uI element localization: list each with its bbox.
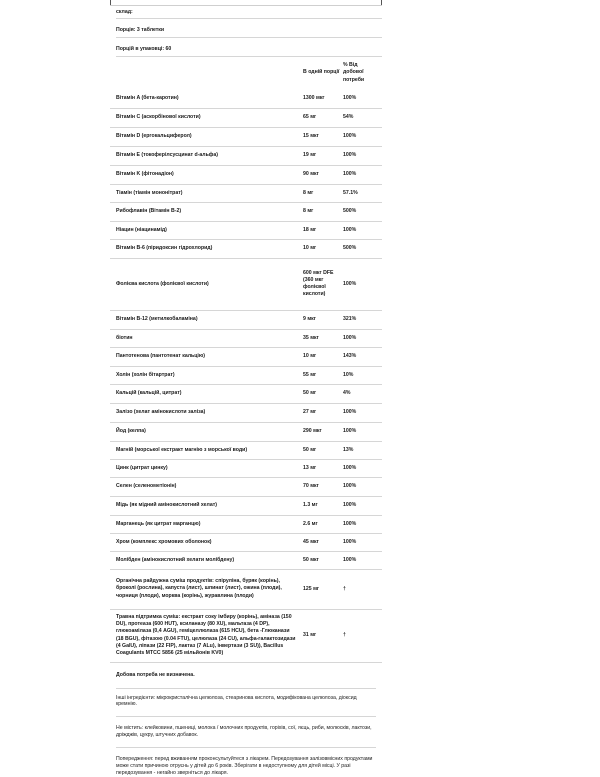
nutrient-amount: 18 мг: [303, 221, 343, 239]
table-header-row: [110, 57, 382, 89]
nutrient-amount: 15 мкг: [303, 127, 343, 146]
nutrient-amount: 8 мг: [303, 202, 343, 221]
nutrient-amount: 13 мг: [303, 459, 343, 477]
composition-label: склад:: [116, 9, 133, 15]
nutrient-name: Магній (морської екстракт магнію з морської води): [110, 441, 303, 459]
nutrient-amount: 50 мг: [303, 441, 343, 459]
nutrient-row: [110, 459, 382, 477]
nutrient-row: [110, 239, 382, 258]
nutrient-row: [110, 496, 382, 515]
allergen-free-statement: Не містить: клейковини, пшениці, молока / молочних продуктів, горіхів, сої, яєць, риби, молюсків, лактози, дріжджів, цукру, штучних добавок.: [116, 725, 372, 739]
nutrient-row: [110, 146, 382, 165]
nutrient-name: Мідь (як мідний амінокислотний хелат): [110, 496, 303, 515]
nutrient-amount: 50 мкг: [303, 551, 343, 569]
nutrient-name: Цинк (цитрат цинку): [110, 459, 303, 477]
nutrient-amount: 10 мг: [303, 347, 343, 366]
nutrient-name: Пантотенова (пантотенат кальцію): [110, 347, 303, 366]
nutrient-name: Молібден (амінокислотний хелати молібдену): [110, 551, 303, 569]
nutrient-daily-value: 100%: [343, 127, 382, 146]
nutrient-daily-value: 10%: [343, 366, 382, 384]
nutrient-row: [110, 258, 382, 310]
nutrient-daily-value: 4%: [343, 384, 382, 403]
nutrient-row: [110, 202, 382, 221]
serving-size: Порція: 3 таблетки: [116, 27, 165, 33]
nutrient-daily-value: 100%: [343, 496, 382, 515]
nutrient-name: Вітамін A (бета-каротин): [110, 89, 303, 108]
nutrient-amount: 65 мг: [303, 108, 343, 127]
nutrient-name: Органічна райдужна суміш продуктів: спіруліна, буряк (корінь), броколі (рослина), капуста (лист), шпинат (лист), ожина (плоди), чорниця (плоди), морква (корінь), журавлина (плоди): [110, 569, 303, 609]
nutrient-row: [110, 441, 382, 459]
nutrient-name: Вітамін E (токоферілсусцинат d-альфа): [110, 146, 303, 165]
amount-column-header: В одній порції: [303, 69, 340, 76]
nutrient-name: Вітамін B-12 (метилкобаламіна): [110, 310, 303, 329]
nutrient-name: Кальцій (кальцій, цитрат): [110, 384, 303, 403]
nutrient-row: [110, 422, 382, 441]
daily-value-column-header: % Від добової потреби: [343, 62, 365, 83]
nutrient-daily-value: †: [343, 609, 382, 662]
nutrient-name: Тіамін (тіамін мононітрат): [110, 184, 303, 202]
nutrient-row: [110, 609, 382, 662]
nutrient-daily-value: 100%: [343, 533, 382, 551]
nutrient-row: [110, 551, 382, 569]
nutrient-row: [110, 89, 382, 108]
nutrient-daily-value: 100%: [343, 515, 382, 533]
nutrient-daily-value: 143%: [343, 347, 382, 366]
nutrient-amount: 35 мкг: [303, 329, 343, 347]
nutrient-row: [110, 569, 382, 609]
nutrient-daily-value: 100%: [343, 146, 382, 165]
nutrient-amount: 90 мкг: [303, 165, 343, 184]
nutrient-row: [110, 165, 382, 184]
nutrient-amount: 10 мг: [303, 239, 343, 258]
nutrient-row: [110, 184, 382, 202]
nutrient-amount: 19 мг: [303, 146, 343, 165]
nutrient-row: [110, 347, 382, 366]
nutrient-amount: 55 мг: [303, 366, 343, 384]
nutrient-daily-value: 100%: [343, 89, 382, 108]
nutrient-name: Ніацин (ніацинамід): [110, 221, 303, 239]
servings-per-container: Порцій в упаковці: 60: [116, 46, 172, 52]
nutrient-amount: 27 мг: [303, 403, 343, 422]
nutrient-amount: 125 мг: [303, 569, 343, 609]
nutrient-name: Травна підтримка суміш: екстракт соку імбиру (корінь), аміназа (150 DU), протеаза (600 HUT), ксиланазу (80 XU), мальтаза (4 DP), глюкоамілаза (0,4 AGU), геміцеллюлаза (615 HCU), бета -Глюканази (18 BGU), фітазою (0.04 FTU), целюлаза (24 CU), альфа-галактозидази (4 GalU), ліпази (22 FIP), лактаз (7 ALu), інвертази (3 SU)), Bacillus Coagulants MTCC 5856 (25 мільйонів KV0): [110, 609, 303, 662]
other-ingredients: Інші інгредієнти: мікрокристалічна целюлоза, стеаринова кислота, модифікована целюлоза, діоксид кремнію.: [116, 694, 357, 708]
nutrient-daily-value: 100%: [343, 165, 382, 184]
nutrient-amount: 2.6 мг: [303, 515, 343, 533]
nutrient-daily-value: 100%: [343, 459, 382, 477]
nutrient-daily-value: †: [343, 569, 382, 609]
nutrient-row: [110, 221, 382, 239]
nutrient-name: Холін (холін бітартрат): [110, 366, 303, 384]
nutrient-daily-value: 13%: [343, 441, 382, 459]
nutrient-name: Вітамін K (фітонадіон): [110, 165, 303, 184]
nutrient-daily-value: 100%: [343, 477, 382, 496]
nutrient-name: Вітамін C (аскорбінової кислоти): [110, 108, 303, 127]
nutrient-daily-value: 500%: [343, 202, 382, 221]
nutrient-row: [110, 533, 382, 551]
nutrient-daily-value: 54%: [343, 108, 382, 127]
nutrient-amount: 8 мг: [303, 184, 343, 202]
nutrient-name: Хром (комплекс хромових оболонок): [110, 533, 303, 551]
nutrient-row: [110, 310, 382, 329]
nutrient-daily-value: 321%: [343, 310, 382, 329]
nutrient-daily-value: 100%: [343, 221, 382, 239]
nutrient-amount: 70 мкг: [303, 477, 343, 496]
nutrient-row: [110, 515, 382, 533]
nutrient-daily-value: 100%: [343, 551, 382, 569]
nutrient-daily-value: 100%: [343, 422, 382, 441]
nutrient-amount: 1.3 мг: [303, 496, 343, 515]
nutrient-daily-value: 500%: [343, 239, 382, 258]
supplement-facts-panel: [110, 0, 382, 777]
nutrient-name: Селен (селенометіонін): [110, 477, 303, 496]
nutrient-name: біотин: [110, 329, 303, 347]
nutrient-amount: 50 мг: [303, 384, 343, 403]
nutrient-daily-value: 100%: [343, 329, 382, 347]
nutrient-amount: 31 мг: [303, 609, 343, 662]
nutrient-daily-value: 100%: [343, 403, 382, 422]
nutrient-row: [110, 108, 382, 127]
warning-text: Попередження: перед вживанням проконсультуйтеся з лікарем. Передозування залізовмісних продуктами може стати причиною отруєнь у дітей до 6 років. Зберігати в недоступному для дітей місці. У разі передозування - негайно зверніться до лікаря.: [116, 755, 373, 776]
nutrient-name: Марганець (як цитрат марганцю): [110, 515, 303, 533]
nutrient-daily-value: 100%: [343, 258, 382, 310]
nutrient-row: [110, 477, 382, 496]
nutrient-amount: 9 мкг: [303, 310, 343, 329]
nutrient-row: [110, 329, 382, 347]
nutrient-daily-value: 57.1%: [343, 184, 382, 202]
nutrient-name: Рибофлавін (Вітамін B-2): [110, 202, 303, 221]
nutrient-name: Залізо (хелат амінокислоти заліза): [110, 403, 303, 422]
nutrient-name: Йод (келпа): [110, 422, 303, 441]
nutrient-row: [110, 403, 382, 422]
nutrient-table: [110, 57, 382, 663]
nutrient-name: Вітамін D (ергокальциферол): [110, 127, 303, 146]
footer: [110, 668, 382, 777]
nutrient-name: Вітамін B-6 (піридоксин гідрохлорид): [110, 239, 303, 258]
nutrient-amount: 1300 мкг: [303, 89, 343, 108]
nutrient-row: [110, 384, 382, 403]
nutrient-amount: 600 мкг DFE (360 мкг фолієвої кислоти): [303, 258, 343, 310]
nutrient-row: [110, 127, 382, 146]
nutrient-name: Фолієва кислота (фолієвої кислоти): [110, 258, 303, 310]
nutrient-amount: 45 мкг: [303, 533, 343, 551]
daily-value-note: Добова потреба не визначена.: [116, 671, 195, 678]
nutrient-amount: 290 мкг: [303, 422, 343, 441]
nutrient-row: [110, 366, 382, 384]
